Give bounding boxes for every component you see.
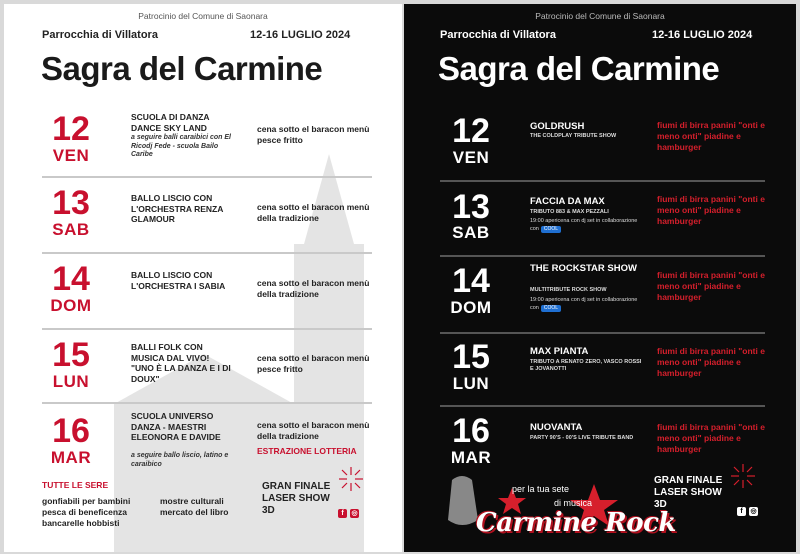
food-menu: cena sotto el baracon menù della tradizione (257, 420, 370, 441)
day-name: LUN (452, 374, 490, 393)
activity-title: NUOVANTA (530, 422, 583, 433)
day-name: MAR (50, 448, 92, 467)
activity-subtitle: a seguire balli caraibici con El Ricodj Fede - scuola Bailo Caribe (131, 134, 231, 158)
day-name: VEN (452, 148, 490, 167)
activity-subtitle: THE COLDPLAY TRIBUTE SHOW (530, 133, 617, 139)
firework-icon (338, 466, 364, 492)
day-number: 14 (452, 262, 490, 300)
extra-activities-2: mostre culturali mercato del libro (160, 496, 229, 517)
patrocinio-text: Patrocinio del Comune di Saonara (535, 11, 665, 21)
event-dates: 12-16 LUGLIO 2024 (250, 29, 351, 41)
activity-title: BALLI FOLK CON MUSICA DAL VIVO! "UNO È LA DANZA E I DI DOUX" (131, 342, 231, 384)
patrocinio-text: Patrocinio del Comune di Saonara (138, 11, 268, 21)
divider (42, 176, 372, 178)
activity-subtitle: a seguire ballo liscio, latino e caraibico (131, 452, 229, 468)
facebook-icon[interactable]: f (338, 509, 347, 518)
divider (440, 180, 765, 182)
logo-tagline-2: di musica (554, 498, 593, 508)
day-number: 16 (52, 412, 90, 450)
facebook-icon[interactable]: f (737, 507, 746, 516)
day-number: 15 (52, 336, 90, 374)
divider (440, 255, 765, 257)
activity-title: BALLO LISCIO CON L'ORCHESTRA I SABIA (131, 270, 226, 291)
day-number: 13 (452, 188, 490, 226)
day-number: 12 (452, 112, 490, 150)
lotteria-text: ESTRAZIONE LOTTERIA (257, 446, 357, 456)
cool-badge: COOL (541, 226, 561, 234)
day-number: 12 (52, 110, 90, 148)
social-links (737, 507, 758, 516)
day-name: MAR (450, 448, 492, 467)
activity-subtitle: TRIBUTO A RENATO ZERO, VASCO ROSSI E JOVANOTTI (530, 359, 642, 372)
gran-finale-text: GRAN FINALE LASER SHOW 3D (262, 481, 331, 516)
tutte-le-sere-heading: TUTTE LE SERE (42, 480, 109, 490)
food-menu: fiumi di birra panini "onti e meno onti" piadine e hamburger (657, 120, 765, 152)
firework-icon (730, 463, 756, 489)
activity-title: SCUOLA DI DANZA DANCE SKY LAND (131, 112, 210, 133)
poster-title: Sagra del Carmine (438, 50, 720, 87)
food-menu: fiumi di birra panini "onti e meno onti" piadine e hamburger (657, 270, 765, 302)
apericena-note: 19:00 apericena con dj set in collaborazione con COOL (530, 218, 638, 232)
day-number: 14 (52, 260, 90, 298)
poster-left (4, 4, 402, 552)
social-links (338, 509, 359, 518)
extra-activities: gonfiabili per bambini pesca di beneficenza bancarelle hobbisti (42, 496, 131, 528)
parrocchia-text: Parrocchia di Villatora (440, 29, 556, 41)
instagram-icon[interactable]: ◎ (750, 508, 757, 515)
food-menu: cena sotto el baracon menù pesce fritto (257, 124, 370, 145)
divider (42, 328, 372, 330)
food-menu: fiumi di birra panini "onti e meno onti" piadine e hamburger (657, 194, 765, 226)
divider (42, 402, 372, 404)
divider (440, 405, 765, 407)
activity-title: THE ROCKSTAR SHOW (530, 263, 637, 274)
poster-right (404, 4, 796, 552)
day-name: DOM (450, 298, 492, 317)
food-menu: fiumi di birra panini "onti e meno onti" piadine e hamburger (657, 422, 765, 454)
day-name: SAB (52, 220, 90, 239)
logo-wordmark: Carmine Rock (476, 508, 676, 538)
poster-title: Sagra del Carmine (41, 50, 323, 87)
day-number: 16 (452, 412, 490, 450)
day-name: DOM (50, 296, 92, 315)
cool-badge: COOL (541, 305, 561, 313)
instagram-icon[interactable]: ◎ (351, 510, 358, 517)
food-menu: cena sotto el baracon menù pesce fritto (257, 353, 370, 374)
day-number: 13 (52, 184, 90, 222)
day-name: LUN (52, 372, 90, 391)
day-name: SAB (452, 223, 490, 242)
gran-finale-text: GRAN FINALE LASER SHOW 3D (654, 475, 723, 510)
activity-subtitle: PARTY 90'S - 00'S LIVE TRIBUTE BAND (530, 435, 634, 441)
logo-tagline: per la tua sete (512, 484, 570, 494)
activity-subtitle: MULTITRIBUTE ROCK SHOW (530, 287, 607, 293)
event-dates: 12-16 LUGLIO 2024 (652, 29, 753, 41)
food-menu: fiumi di birra panini "onti e meno onti" piadine e hamburger (657, 346, 765, 378)
activity-title: BALLO LISCIO CON L'ORCHESTRA RENZA GLAMOUR (131, 193, 224, 224)
day-number: 15 (452, 338, 490, 376)
activity-title: FACCIA DA MAX (530, 196, 605, 207)
apericena-note: 19:00 apericena con dj set in collaborazione con COOL (530, 297, 638, 311)
parrocchia-text: Parrocchia di Villatora (42, 29, 158, 41)
food-menu: cena sotto el baracon menù della tradizione (257, 278, 370, 299)
divider (440, 332, 765, 334)
food-menu: cena sotto el baracon menù della tradizione (257, 202, 370, 223)
divider (42, 252, 372, 254)
activity-title: SCUOLA UNIVERSO DANZA - MAESTRI ELEONORA E DAVIDE (131, 411, 221, 442)
activity-title: MAX PIANTA (530, 346, 589, 357)
activity-subtitle: TRIBUTO 883 & MAX PEZZALI (530, 209, 609, 215)
day-name: VEN (52, 146, 90, 165)
activity-title: GOLDRUSH (530, 121, 585, 132)
